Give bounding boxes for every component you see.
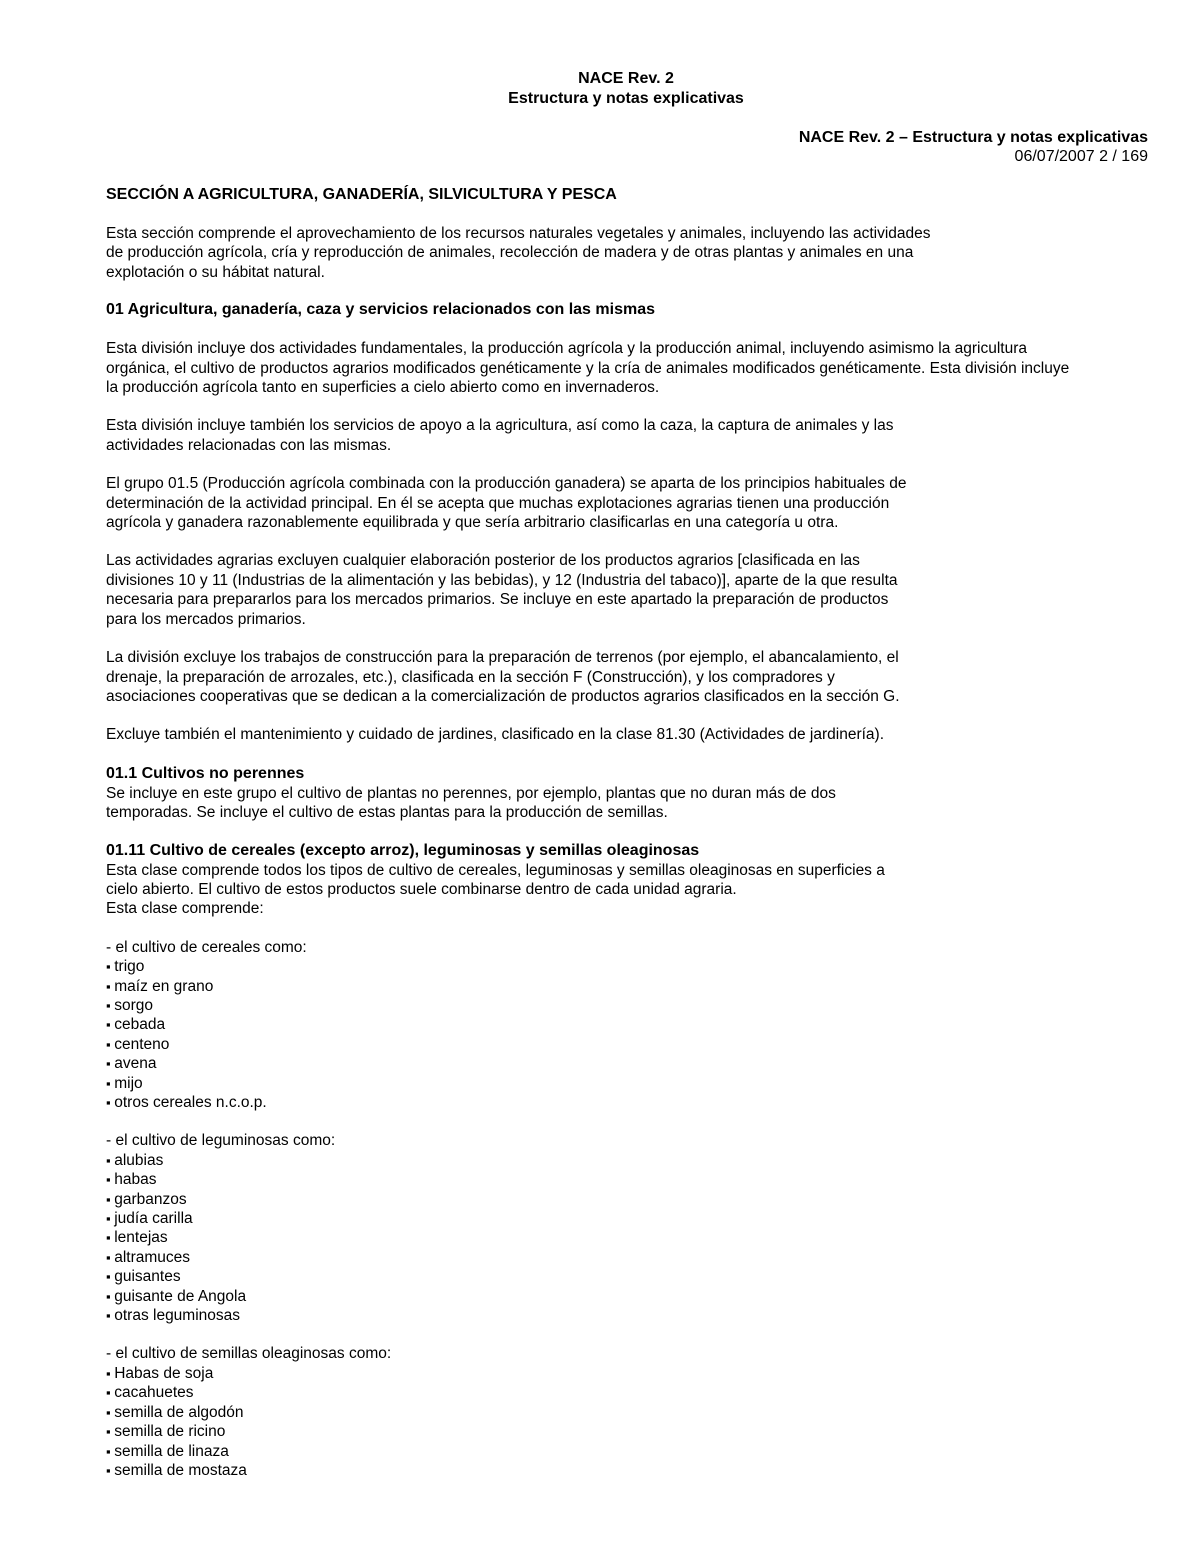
text-line: necesaria para prepararlos para los mercados primarios. Se incluye en este apartado la preparación de productos: [106, 591, 889, 609]
text-line: la producción agrícola tanto en superficies a cielo abierto como en invernaderos.: [106, 379, 660, 397]
list-item: ▪ cebada: [106, 1015, 1166, 1034]
text-line: orgánica, el cultivo de productos agrarios modificados genéticamente y la cría de animales modificados genéticamente. Esta división incluye: [106, 359, 1070, 377]
text-line: agrícola y ganadera razonablemente equilibrada y que sería arbitrario clasificarlas en una categoría u otra.: [106, 514, 839, 532]
text-line: actividades relacionadas con las mismas.: [106, 436, 392, 454]
title-line-2: Estructura y notas explicativas: [508, 90, 744, 107]
division-heading: 01 Agricultura, ganadería, caza y servicios relacionados con las mismas: [106, 301, 655, 319]
text-line: El grupo 01.5 (Producción agrícola combinada con la producción ganadera) se aparta de los principios habituales de: [106, 475, 907, 493]
section-intro: [106, 224, 1166, 282]
text-line: drenaje, la preparación de arrozales, etc.), clasificada en la sección F (Construcción), y los compradores y: [106, 668, 835, 686]
oilseeds-list: [106, 1364, 1166, 1480]
division-paragraph-1: [106, 339, 1166, 397]
text-line: Se incluye en este grupo el cultivo de plantas no perennes, por ejemplo, plantas que no duran más de dos: [106, 784, 836, 802]
list-item: ▪ semilla de algodón: [106, 1403, 1166, 1422]
legumes-list: [106, 1151, 1166, 1326]
division-paragraph-6: [106, 725, 1166, 744]
text-line: Excluye también el mantenimiento y cuidado de jardines, clasificado en la clase 81.30 (Actividades de jardinería).: [106, 726, 885, 744]
running-meta: 06/07/2007 2 / 169: [1014, 148, 1148, 165]
list-item: ▪ avena: [106, 1054, 1166, 1073]
oilseeds-intro: - el cultivo de semillas oleaginosas como:: [106, 1345, 392, 1363]
text-line: temporadas. Se incluye el cultivo de estas plantas para la producción de semillas.: [106, 804, 668, 822]
text-line: Esta clase comprende:: [106, 900, 264, 918]
text-line: Esta división incluye también los servicios de apoyo a la agricultura, así como la caza, la captura de animales y las: [106, 417, 894, 435]
running-header: [799, 128, 1148, 166]
text-line: explotación o su hábitat natural.: [106, 263, 325, 281]
text-line: Las actividades agrarias excluyen cualquier elaboración posterior de los productos agrarios [clasificada en las: [106, 552, 860, 570]
class-heading: 01.11 Cultivo de cereales (excepto arroz), leguminosas y semillas oleaginosas: [106, 841, 700, 859]
group-heading: 01.1 Cultivos no perennes: [106, 764, 305, 782]
list-item: ▪ alubias: [106, 1151, 1166, 1170]
section-heading: SECCIÓN A AGRICULTURA, GANADERÍA, SILVICULTURA Y PESCA: [106, 186, 617, 203]
list-item: ▪ lentejas: [106, 1228, 1166, 1247]
list-item: ▪ guisantes: [106, 1267, 1166, 1286]
group-text: [106, 784, 1166, 823]
text-line: para los mercados primarios.: [106, 610, 306, 628]
text-line: de producción agrícola, cría y reproducción de animales, recolección de madera y de otras plantas y animales en una: [106, 244, 914, 262]
text-line: Esta sección comprende el aprovechamiento de los recursos naturales vegetales y animales, incluyendo las actividades: [106, 225, 931, 242]
text-line: cielo abierto. El cultivo de estos productos suele combinarse dentro de cada unidad agraria.: [106, 880, 737, 898]
list-item: ▪ garbanzos: [106, 1190, 1166, 1209]
division-paragraph-5: [106, 648, 1166, 706]
list-item: ▪ sorgo: [106, 996, 1166, 1015]
list-item: ▪ maíz en grano: [106, 977, 1166, 996]
list-item: ▪ semilla de linaza: [106, 1442, 1166, 1461]
text-line: Esta división incluye dos actividades fundamentales, la producción agrícola y la producción animal, incluyendo asimismo la agricultura: [106, 340, 1028, 358]
legumes-intro: - el cultivo de leguminosas como:: [106, 1132, 336, 1150]
list-item: ▪ judía carilla: [106, 1209, 1166, 1228]
list-item: ▪ habas: [106, 1170, 1166, 1189]
text-line: determinación de la actividad principal. En él se acepta que muchas explotaciones agrarias tienen una producción: [106, 494, 890, 512]
list-item: ▪ centeno: [106, 1035, 1166, 1054]
list-item: ▪ altramuces: [106, 1248, 1166, 1267]
list-item: ▪ mijo: [106, 1074, 1166, 1093]
division-paragraph-2: [106, 416, 1166, 455]
cereals-list: [106, 957, 1166, 1112]
text-line: divisiones 10 y 11 (Industrias de la alimentación y las bebidas), y 12 (Industria del tabaco)], aparte de la que resulta: [106, 571, 898, 589]
class-text: [106, 861, 1166, 919]
list-item: ▪ otras leguminosas: [106, 1306, 1166, 1325]
text-line: La división excluye los trabajos de construcción para la preparación de terrenos (por ejemplo, el abancalamiento, el: [106, 649, 899, 667]
division-paragraph-4: [106, 551, 1166, 629]
running-title: NACE Rev. 2 – Estructura y notas explicativas: [798, 129, 1148, 146]
list-item: ▪ guisante de Angola: [106, 1287, 1166, 1306]
title-line-1: NACE Rev. 2: [578, 70, 674, 87]
document-body: [106, 185, 1166, 1480]
list-item: ▪ semilla de ricino: [106, 1422, 1166, 1441]
text-line: Esta clase comprende todos los tipos de cultivo de cereales, leguminosas y semillas oleaginosas en superficies a: [106, 861, 885, 879]
text-line: asociaciones cooperativas que se dedican a la comercialización de productos agrarios clasificados en la sección G.: [106, 687, 900, 705]
division-paragraph-3: [106, 474, 1166, 532]
list-item: ▪ otros cereales n.c.o.p.: [106, 1093, 1166, 1112]
list-item: ▪ cacahuetes: [106, 1383, 1166, 1402]
document-title: [0, 69, 1200, 109]
list-item: ▪ trigo: [106, 957, 1166, 976]
cereals-intro: - el cultivo de cereales como:: [106, 938, 307, 956]
list-item: ▪ Habas de soja: [106, 1364, 1166, 1383]
list-item: ▪ semilla de mostaza: [106, 1461, 1166, 1480]
